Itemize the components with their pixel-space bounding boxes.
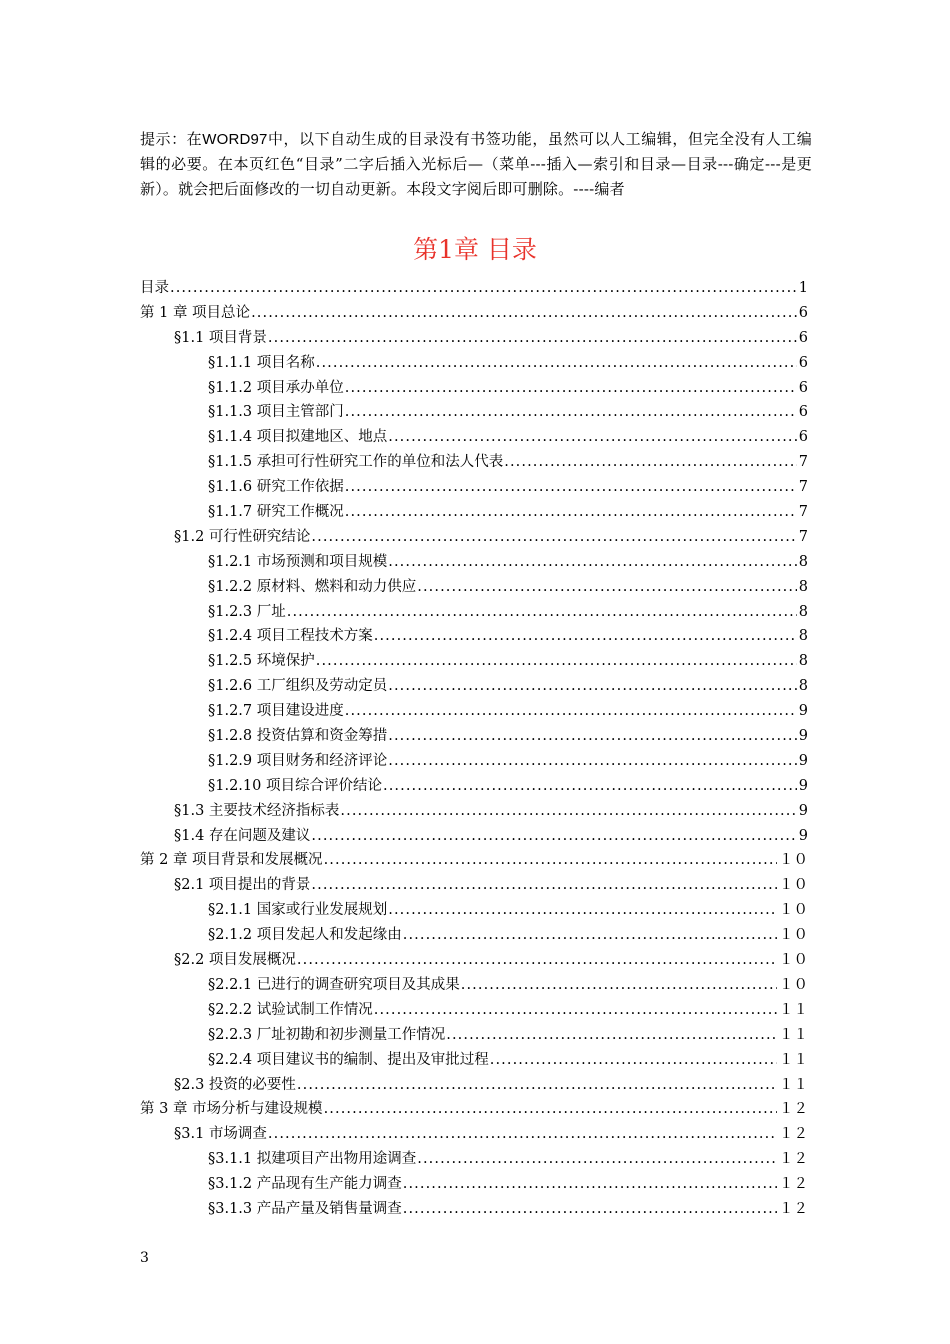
toc-entry-label: §1.1.3 项目主管部门 <box>208 404 344 421</box>
toc-entry-page: １２ <box>779 1200 808 1217</box>
toc-leader-dots <box>417 1147 777 1172</box>
toc-leader-dots <box>287 600 797 625</box>
toc-entry-label: §2.2.2 试验试制工作情况 <box>208 1001 373 1018</box>
toc-leader-dots <box>374 624 797 649</box>
toc-entry-label: §2.2.3 厂址初勘和初步测量工作情况 <box>208 1026 446 1043</box>
toc-entry-page: 9 <box>798 728 808 745</box>
toc-entry-page: １０ <box>779 976 808 993</box>
toc-entry[interactable] <box>140 1023 808 1048</box>
toc-leader-dots <box>417 575 797 600</box>
toc-entry[interactable] <box>140 624 808 649</box>
toc-leader-dots <box>345 500 797 525</box>
toc-entry-page: １１ <box>779 1051 808 1068</box>
toc-entry-label: 第 3 章 市场分析与建设规模 <box>140 1101 323 1118</box>
hint-body: 中，以下自动生成的目录没有书签功能，虽然可以人工编辑，但完全没有人工编辑的必要。在本页红色“目录”二字后插入光标后—（菜单---插入—索引和目录—目录---确定---是更新）。就会把后面修改的一切自动更新。本段文字阅后即可删除。----编者 <box>140 130 812 198</box>
toc-leader-dots <box>297 948 777 973</box>
toc-entry-page: 8 <box>798 653 808 670</box>
toc-entry-label: §1.2.4 项目工程技术方案 <box>208 628 373 645</box>
toc-entry[interactable] <box>140 400 808 425</box>
toc-entry-label: §1.2.8 投资估算和资金筹措 <box>208 728 388 745</box>
toc-entry-page: 6 <box>798 429 808 446</box>
toc-entry-label: §1.1.1 项目名称 <box>208 354 315 371</box>
toc-entry[interactable] <box>140 699 808 724</box>
toc-entry-label: §1.2.2 原材料、燃料和动力供应 <box>208 578 417 595</box>
toc-entry-page: 8 <box>798 553 808 570</box>
toc-entry[interactable] <box>140 351 808 376</box>
toc-entry-label: §1.2.10 项目综合评价结论 <box>208 777 382 794</box>
toc-entry[interactable] <box>140 450 808 475</box>
toc-leader-dots <box>504 450 797 475</box>
toc-entry[interactable] <box>140 898 808 923</box>
toc-entry-page: 8 <box>798 678 808 695</box>
toc-entry-label: §3.1.3 产品产量及销售量调查 <box>208 1200 402 1217</box>
toc-leader-dots <box>490 1048 777 1073</box>
hint-word-version: WORD97 <box>202 131 268 148</box>
toc-leader-dots <box>388 425 797 450</box>
toc-entry[interactable] <box>140 475 808 500</box>
toc-entry-page: １２ <box>779 1151 808 1168</box>
toc-entry-label: §1.2 可行性研究结论 <box>174 528 311 545</box>
toc-entry[interactable] <box>140 674 808 699</box>
toc-entry[interactable] <box>140 1122 808 1147</box>
toc-leader-dots <box>345 400 797 425</box>
toc-entry[interactable] <box>140 724 808 749</box>
toc-entry[interactable] <box>140 326 808 351</box>
toc-entry[interactable] <box>140 1097 808 1122</box>
toc-entry[interactable] <box>140 774 808 799</box>
toc-leader-dots <box>311 873 777 898</box>
toc-leader-dots <box>316 351 797 376</box>
toc-leader-dots <box>297 1073 777 1098</box>
toc-entry[interactable] <box>140 276 808 301</box>
toc-entry-label: §2.3 投资的必要性 <box>174 1076 296 1093</box>
toc-entry[interactable] <box>140 301 808 326</box>
toc-leader-dots <box>388 898 777 923</box>
toc-leader-dots <box>340 799 796 824</box>
toc-entry[interactable] <box>140 1197 808 1222</box>
toc-leader-dots <box>268 326 797 351</box>
toc-entry-label: §1.1.7 研究工作概况 <box>208 504 344 521</box>
toc-leader-dots <box>403 923 777 948</box>
toc-leader-dots <box>461 973 777 998</box>
toc-entry[interactable] <box>140 1172 808 1197</box>
toc-title: 第1章 目录 <box>413 235 537 264</box>
toc-entry-label: §2.1.1 国家或行业发展规划 <box>208 902 388 919</box>
toc-entry-page: １１ <box>779 1076 808 1093</box>
toc-entry[interactable] <box>140 1048 808 1073</box>
toc-entry-label: 目录 <box>140 280 169 296</box>
toc-entry-page: 1 <box>798 280 808 296</box>
toc-entry-page: １１ <box>779 1001 808 1018</box>
toc-entry[interactable] <box>140 550 808 575</box>
toc-entry-page: １０ <box>779 927 808 944</box>
toc-entry[interactable] <box>140 973 808 998</box>
toc-entry-label: §2.1.2 项目发起人和发起缘由 <box>208 927 402 944</box>
toc-entry-label: §1.2.5 环境保护 <box>208 653 315 670</box>
toc-entry[interactable] <box>140 1147 808 1172</box>
toc-entry-page: 8 <box>798 603 808 620</box>
toc-entry-page: 9 <box>798 827 808 844</box>
toc-entry[interactable] <box>140 923 808 948</box>
toc-leader-dots <box>374 998 777 1023</box>
toc-entry[interactable] <box>140 998 808 1023</box>
toc-entry-page: 9 <box>798 802 808 819</box>
toc-leader-dots <box>311 525 796 550</box>
toc-entry-page: 7 <box>798 504 808 521</box>
toc-entry[interactable] <box>140 848 808 873</box>
toc-leader-dots <box>403 1197 777 1222</box>
toc-entry-label: §1.3 主要技术经济指标表 <box>174 802 340 819</box>
toc-leader-dots <box>324 848 777 873</box>
toc-entry-label: §1.4 存在问题及建议 <box>174 827 311 844</box>
toc-entry-label: §2.1 项目提出的背景 <box>174 877 311 894</box>
toc-entry[interactable] <box>140 425 808 450</box>
toc-entry-page: １１ <box>779 1026 808 1043</box>
toc-entry-label: 第 1 章 项目总论 <box>140 304 251 321</box>
toc-entry-label: §1.2.6 工厂组织及劳动定员 <box>208 678 388 695</box>
toc-entry[interactable] <box>140 749 808 774</box>
toc-entry-page: 8 <box>798 578 808 595</box>
toc-leader-dots <box>446 1023 777 1048</box>
toc-entry[interactable] <box>140 376 808 401</box>
toc-leader-dots <box>383 774 797 799</box>
toc-entry[interactable] <box>140 649 808 674</box>
toc-entry[interactable] <box>140 525 808 550</box>
toc-leader-dots <box>388 550 797 575</box>
toc-entry-label: §1.2.7 项目建设进度 <box>208 703 344 720</box>
toc-entry-page: 9 <box>798 752 808 769</box>
toc-entry-page: １２ <box>779 1126 808 1143</box>
toc-entry-label: §2.2 项目发展概况 <box>174 952 296 969</box>
toc-entry-page: 9 <box>798 703 808 720</box>
toc-entry-page: １２ <box>779 1101 808 1118</box>
toc-entry-page: １２ <box>779 1176 808 1193</box>
toc-entry[interactable] <box>140 500 808 525</box>
toc-entry-page: 8 <box>798 628 808 645</box>
hint-prefix: 提示：在 <box>140 130 203 148</box>
toc-entry-page: 6 <box>798 304 808 321</box>
toc-entry-page: １０ <box>779 877 808 894</box>
toc-leader-dots <box>403 1172 777 1197</box>
toc-leader-dots <box>388 724 797 749</box>
toc-entry-page: 9 <box>798 777 808 794</box>
toc-entry-label: §1.2.1 市场预测和项目规模 <box>208 553 388 570</box>
toc-entry-label: §1.1 项目背景 <box>174 329 267 346</box>
table-of-contents <box>140 276 808 1222</box>
toc-entry-page: 6 <box>798 404 808 421</box>
toc-entry[interactable] <box>140 600 808 625</box>
toc-entry-page: 7 <box>798 454 808 471</box>
toc-entry-page: 6 <box>798 354 808 371</box>
toc-leader-dots <box>345 475 797 500</box>
toc-entry-page: 7 <box>798 479 808 496</box>
toc-entry-label: 第 2 章 项目背景和发展概况 <box>140 852 323 869</box>
toc-entry-label: §3.1.1 拟建项目产出物用途调查 <box>208 1151 417 1168</box>
toc-entry[interactable] <box>140 873 808 898</box>
toc-entry-page: １０ <box>779 952 808 969</box>
toc-entry-label: §2.2.1 已进行的调查研究项目及其成果 <box>208 976 460 993</box>
toc-entry-label: §1.2.3 厂址 <box>208 603 286 620</box>
toc-entry[interactable] <box>140 824 808 849</box>
toc-leader-dots <box>251 301 797 326</box>
toc-entry[interactable] <box>140 1073 808 1098</box>
toc-entry[interactable] <box>140 948 808 973</box>
toc-entry-label: §1.2.9 项目财务和经济评论 <box>208 752 388 769</box>
toc-entry-page: 6 <box>798 329 808 346</box>
toc-entry-label: §3.1 市场调查 <box>174 1126 267 1143</box>
toc-entry[interactable] <box>140 575 808 600</box>
page-number: 3 <box>140 1250 149 1266</box>
toc-entry-label: §1.1.5 承担可行性研究工作的单位和法人代表 <box>208 454 504 471</box>
toc-entry-label: §2.2.4 项目建议书的编制、提出及审批过程 <box>208 1051 489 1068</box>
toc-leader-dots <box>345 376 797 401</box>
toc-entry-label: §3.1.2 产品现有生产能力调查 <box>208 1176 402 1193</box>
toc-entry-label: §1.1.6 研究工作依据 <box>208 479 344 496</box>
toc-leader-dots <box>345 699 797 724</box>
toc-entry-page: 6 <box>798 379 808 396</box>
toc-entry-label: §1.1.2 项目承办单位 <box>208 379 344 396</box>
toc-entry-page: １０ <box>779 852 808 869</box>
toc-entry[interactable] <box>140 799 808 824</box>
toc-leader-dots <box>388 674 797 699</box>
toc-entry-page: １０ <box>779 902 808 919</box>
toc-entry-page: 7 <box>798 528 808 545</box>
toc-leader-dots <box>268 1122 777 1147</box>
toc-leader-dots <box>324 1097 777 1122</box>
toc-entry-label: §1.1.4 项目拟建地区、地点 <box>208 429 388 446</box>
editor-hint-paragraph <box>140 127 812 202</box>
toc-leader-dots <box>316 649 797 674</box>
toc-leader-dots <box>388 749 797 774</box>
toc-leader-dots <box>311 824 796 849</box>
toc-leader-dots <box>170 276 797 301</box>
